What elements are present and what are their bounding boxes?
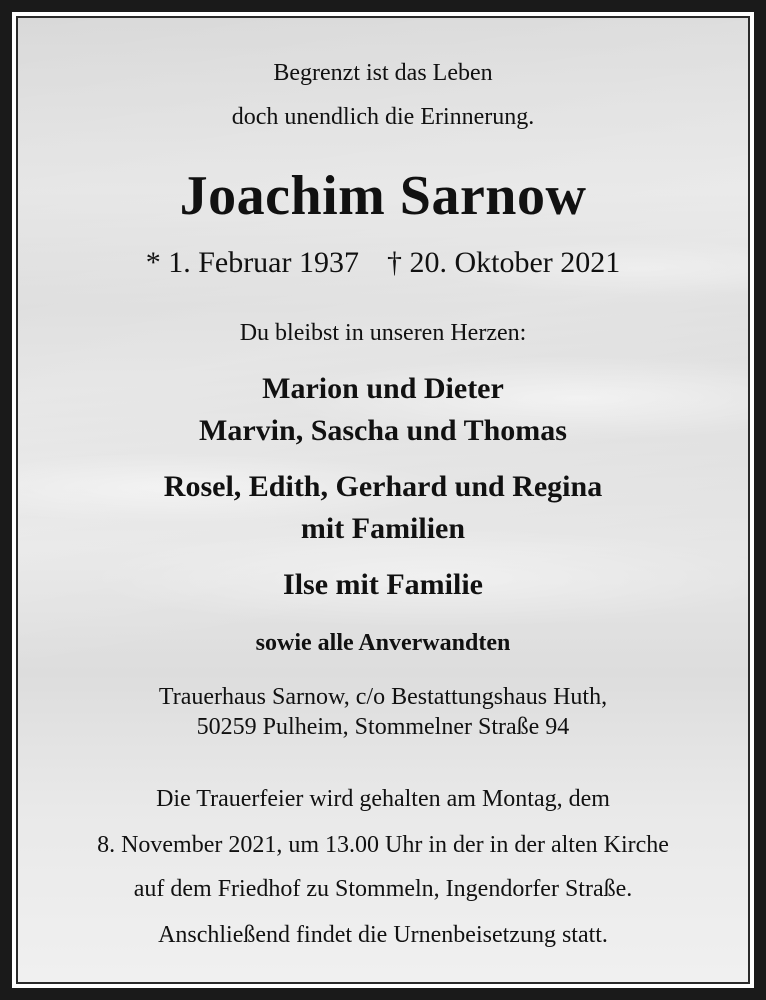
obituary-mat	[12, 12, 754, 988]
funeral-line-3: auf dem Friedhof zu Stommeln, Ingendorfer Straße.	[133, 876, 633, 902]
mourner-group-3-suffix: mit Familien	[300, 512, 466, 545]
address-line-2: 50259 Pulheim, Stommelner Straße 94	[196, 714, 570, 740]
address-line-1: Trauerhaus Sarnow, c/o Bestattungshaus Huth,	[158, 684, 608, 710]
birth-date: * 1. Februar 1937	[145, 246, 359, 279]
mourner-group-2: Marvin, Sascha und Thomas	[199, 414, 567, 447]
mourner-group-3: Rosel, Edith, Gerhard und Regina	[163, 470, 603, 503]
relatives-line: sowie alle Anverwandten	[255, 630, 511, 656]
mourner-group-1: Marion und Dieter	[262, 372, 504, 405]
mourners-intro: Du bleibst in unseren Herzen:	[239, 320, 527, 346]
life-dates	[18, 246, 748, 280]
death-date: † 20. Oktober 2021	[386, 246, 621, 279]
motto-line-1: Begrenzt ist das Leben	[273, 60, 493, 86]
funeral-line-4: Anschließend findet die Urnenbeisetzung statt.	[158, 922, 608, 948]
deceased-name: Joachim Sarnow	[179, 165, 587, 227]
motto-line-2: doch unendlich die Erinnerung.	[231, 104, 535, 130]
obituary-panel	[16, 16, 750, 984]
mourner-group-4: Ilse mit Familie	[283, 568, 483, 601]
funeral-line-2: 8. November 2021, um 13.00 Uhr in der in der alten Kirche	[97, 832, 669, 858]
funeral-line-1: Die Trauerfeier wird gehalten am Montag, dem	[156, 786, 610, 812]
